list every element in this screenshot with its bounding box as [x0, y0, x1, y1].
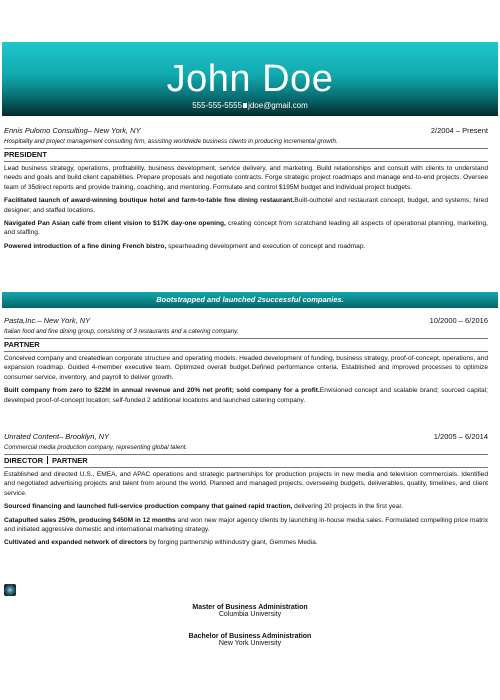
- education-entry: [0, 604, 500, 618]
- job-summary: Established and directed U.S., EMEA, and APAC operations and strategic partnerships for production projects in new media and television commercials. Identified and negotiated advertising projects and talent from around the world. Planned and managed projects, overseeing budgets, deliverables, quality, timelines, and client service.: [4, 471, 488, 497]
- achievement: Facilitated launch of award-winning boutique hotel and farm-to-table fine dining restaurant.Built-outhotel and restaurant concept, budget, and systems; hired designer; and staffed locations.: [4, 197, 488, 214]
- contact-line: [0, 101, 500, 110]
- phone-number: 555-555-5555: [192, 101, 243, 110]
- separator-icon: [243, 103, 247, 108]
- company-name: Ennis Pulomo Consulting– New York, NY: [4, 126, 141, 135]
- job-summary: Conceived company and createdlean corporate structure and operating models. Headed development of funding, business strategy, proof-of-concept, operations, and expansion roadmap. Guided 4-member executive team. Optimized overall budget.Defined performance criteria. Established and improved processes to optimize consumer service, inventory, and payroll to deliver growth.: [4, 355, 488, 381]
- achievement: Sourced financing and launched full-service production company that gained rapid traction, delivering 20 projects in the first year.: [4, 503, 404, 511]
- job-entry: [4, 432, 488, 552]
- achievement: Built company from zero to $22M in annual revenue and 20% net profit; sold company for a profit.Envisioned concept and scalable brand; sourced capital; developed proof-of-concept location; self-funded 2 additional locations and launched catering company.: [4, 387, 488, 404]
- graduation-icon: [4, 584, 16, 596]
- highlight-banner: Bootstrapped and launched 2successful companies.: [2, 292, 498, 308]
- company-description: Hospitality and project management consulting firm, assisting worldwide business clients in producing incremental growth.: [4, 138, 338, 145]
- achievement: Navigated Pan Asian café from client vision to $17K day-one opening, creating concept from scratchand leading all aspects of operational planning, marketing, and staffing.: [4, 220, 489, 237]
- job-dates: 10/2000 – 6/2016: [429, 316, 488, 325]
- role-title: PARTNER: [52, 456, 88, 465]
- job-body: [4, 467, 488, 548]
- company-name: Unrated Content– Brooklyn, NY: [4, 432, 110, 441]
- degree-name: Bachelor of Business Administration: [188, 633, 312, 640]
- school-name: Columbia University: [218, 611, 282, 618]
- achievement: Powered introduction of a fine dining French bistro, spearheading development and execution of concept and roadmap.: [4, 242, 366, 250]
- job-entry: [4, 316, 488, 409]
- job-role: PARTNER: [4, 338, 488, 350]
- job-role: PRESIDENT: [4, 148, 488, 160]
- education-entry: [0, 633, 500, 647]
- job-entry: [4, 126, 488, 255]
- company-name: Pasta,Inc.– New York, NY: [4, 316, 91, 325]
- degree-name: Master of Business Administration: [192, 604, 308, 611]
- company-description: Commercial media production company, representing global talent.: [4, 444, 188, 451]
- divider: [47, 456, 48, 464]
- job-dates: 2/2004 – Present: [430, 126, 488, 135]
- job-summary: Lead business strategy, operations, profitability, business development, service delivery, and marketing. Build relationships and consult with clients to understand needs and goals and build client capabilities. Prepare proposals and negotiate contracts. Forge strategic project roadmaps and manage end-to-end projects. Oversee team of 35direct reports and provide training, coaching, and mentoring. Formulate and control $195M budget and individual project budgets.: [4, 165, 488, 191]
- company-description: Italian food and fine dining group, consisting of 3 restaurants and a catering company.: [4, 328, 239, 335]
- role-title: DIRECTOR: [4, 456, 44, 465]
- candidate-name: John Doe: [166, 58, 334, 100]
- achievement: Cultivated and expanded network of directors by forging partnership withindustry giant, Gemmes Media.: [4, 539, 318, 547]
- school-name: New York University: [218, 640, 282, 647]
- email-address: jdoe@gmail.com: [248, 101, 308, 110]
- achievement: Catapulted sales 250%, producing $450M in 12 months and won new major agency clients by launching in-house media sales. Formulated compelling price matrix and initiated aggressive domestic and international marketing strategy.: [4, 516, 488, 534]
- job-role: [4, 454, 488, 466]
- job-body: [4, 161, 488, 251]
- job-body: [4, 351, 488, 405]
- job-dates: 1/2005 – 6/2014: [433, 432, 488, 441]
